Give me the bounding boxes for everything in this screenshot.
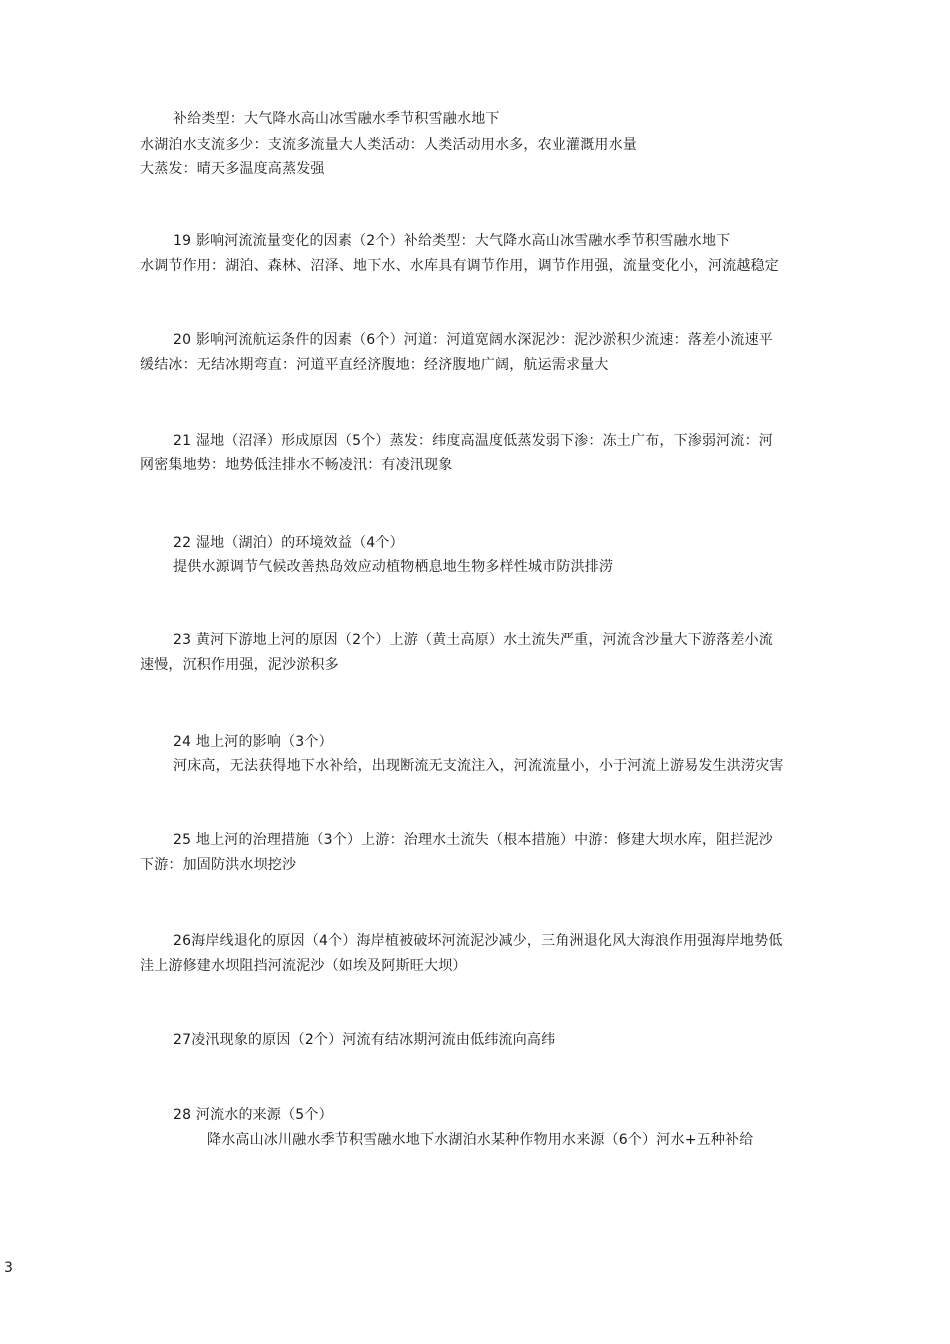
text-line: 水湖泊水支流多少：支流多流量大人类活动：人类活动用水多，农业灌溉用水量 [140, 137, 637, 153]
section-19-heading: 19 影响河流流量变化的因素（2个）补给类型：大气降水高山冰雪融水季节积雪融水地下 [173, 233, 731, 249]
text-line: 速慢，沉积作用强，泥沙淤积多 [140, 657, 339, 673]
section-26-heading: 26海岸线退化的原因（4个）海岸植被破坏河流泥沙减少，三角洲退化风大海浪作用强海岸地势低 [173, 933, 783, 949]
text-line: 网密集地势：地势低洼排水不畅凌汛：有凌汛现象 [140, 457, 453, 473]
section-21-heading: 21 湿地（沼泽）形成原因（5个）蒸发：纬度高温度低蒸发弱下渗：冻土广布，下渗弱河流：河 [173, 433, 773, 449]
section-22-heading: 22 湿地（湖泊）的环境效益（4个） [173, 535, 404, 551]
text-line: 洼上游修建水坝阻挡河流泥沙（如埃及阿斯旺大坝） [140, 958, 467, 974]
text-line: 提供水源调节气候改善热岛效应动植物栖息地生物多样性城市防洪排涝 [173, 559, 614, 575]
section-23-heading: 23 黄河下游地上河的原因（2个）上游（黄土高原）水土流失严重，河流含沙量大下游落差小流 [173, 632, 773, 648]
text-line: 下游：加固防洪水坝挖沙 [140, 857, 297, 873]
section-25-heading: 25 地上河的治理措施（3个）上游：治理水土流失（根本措施）中游：修建大坝水库，阻拦泥沙 [173, 832, 773, 848]
section-20-heading: 20 影响河流航运条件的因素（6个）河道：河道宽阔水深泥沙：泥沙淤积少流速：落差小流速平 [173, 332, 773, 348]
page-number: 3 [4, 1260, 13, 1276]
text-line: 大蒸发：晴天多温度高蒸发强 [140, 161, 325, 177]
text-line: 河床高，无法获得地下水补给，出现断流无支流注入，河流流量小，小于河流上游易发生洪涝灾害 [173, 758, 784, 774]
section-27-heading: 27凌汛现象的原因（2个）河流有结冰期河流由低纬流向高纬 [173, 1032, 556, 1048]
text-line: 补给类型：大气降水高山冰雪融水季节积雪融水地下 [173, 111, 500, 127]
section-28-heading: 28 河流水的来源（5个） [173, 1107, 333, 1123]
text-line: 缓结冰：无结冰期弯直：河道平直经济腹地：经济腹地广阔，航运需求量大 [140, 357, 609, 373]
text-line: 水调节作用：湖泊、森林、沼泽、地下水、水库具有调节作用，调节作用强，流量变化小，河流越稳定 [140, 258, 779, 274]
section-24-heading: 24 地上河的影响（3个） [173, 734, 333, 750]
text-line: 降水高山冰川融水季节积雪融水地下水湖泊水某种作物用水来源（6个）河水+五种补给 [207, 1132, 754, 1148]
